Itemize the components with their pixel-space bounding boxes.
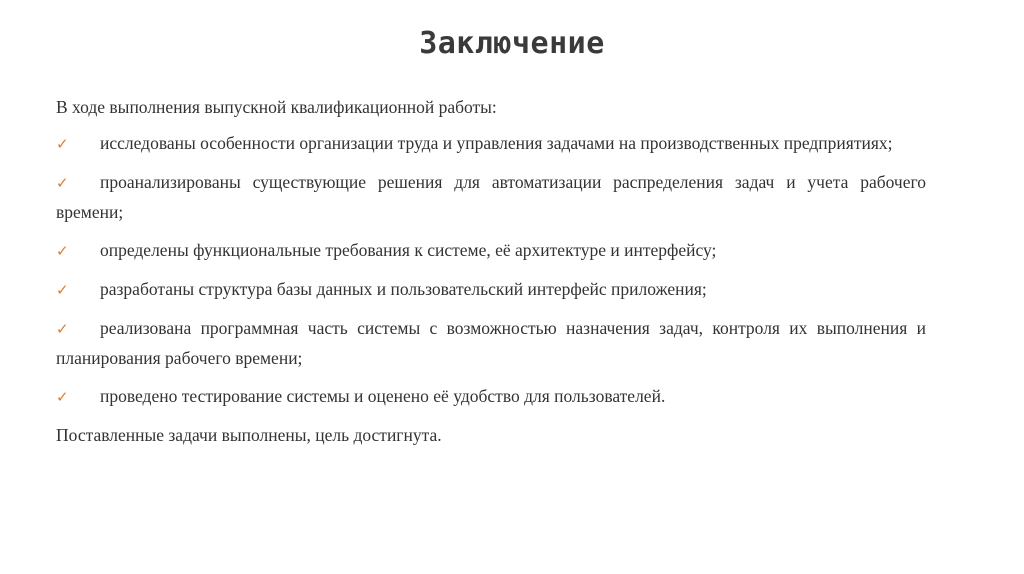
list-item-text: определены функциональные требования к системе, её архитектуре и интерфейсу; — [100, 240, 717, 260]
conclusion-list — [56, 129, 926, 412]
conclusion-text: Поставленные задачи выполнены, цель достигнута. — [56, 425, 442, 445]
slide-body — [56, 93, 926, 450]
list-item — [56, 314, 926, 373]
list-item — [56, 382, 926, 412]
list-item-text: проанализированы существующие решения для автоматизации распределения задач и учета рабочего времени; — [56, 172, 926, 222]
checkmark-icon: ✓ — [56, 135, 69, 153]
list-item-text: проведено тестирование системы и оценено её удобство для пользователей. — [100, 386, 666, 406]
checkmark-icon: ✓ — [56, 388, 69, 406]
list-item — [56, 236, 926, 266]
slide-title: Заключение — [419, 26, 605, 61]
list-item — [56, 168, 926, 227]
checkmark-icon: ✓ — [56, 320, 69, 338]
list-item — [56, 129, 926, 159]
checkmark-icon: ✓ — [56, 242, 69, 260]
intro-text: В ходе выполнения выпускной квалификационной работы: — [56, 97, 497, 117]
list-item — [56, 275, 926, 305]
list-item-text: разработаны структура базы данных и пользовательский интерфейс приложения; — [100, 279, 707, 299]
list-item-text: реализована программная часть системы с возможностью назначения задач, контроля их выполнения и планирования рабочего времени; — [56, 318, 926, 368]
checkmark-icon: ✓ — [56, 281, 69, 299]
list-item-text: исследованы особенности организации труда и управления задачами на производственных предприятиях; — [100, 133, 893, 153]
checkmark-icon: ✓ — [56, 174, 69, 192]
